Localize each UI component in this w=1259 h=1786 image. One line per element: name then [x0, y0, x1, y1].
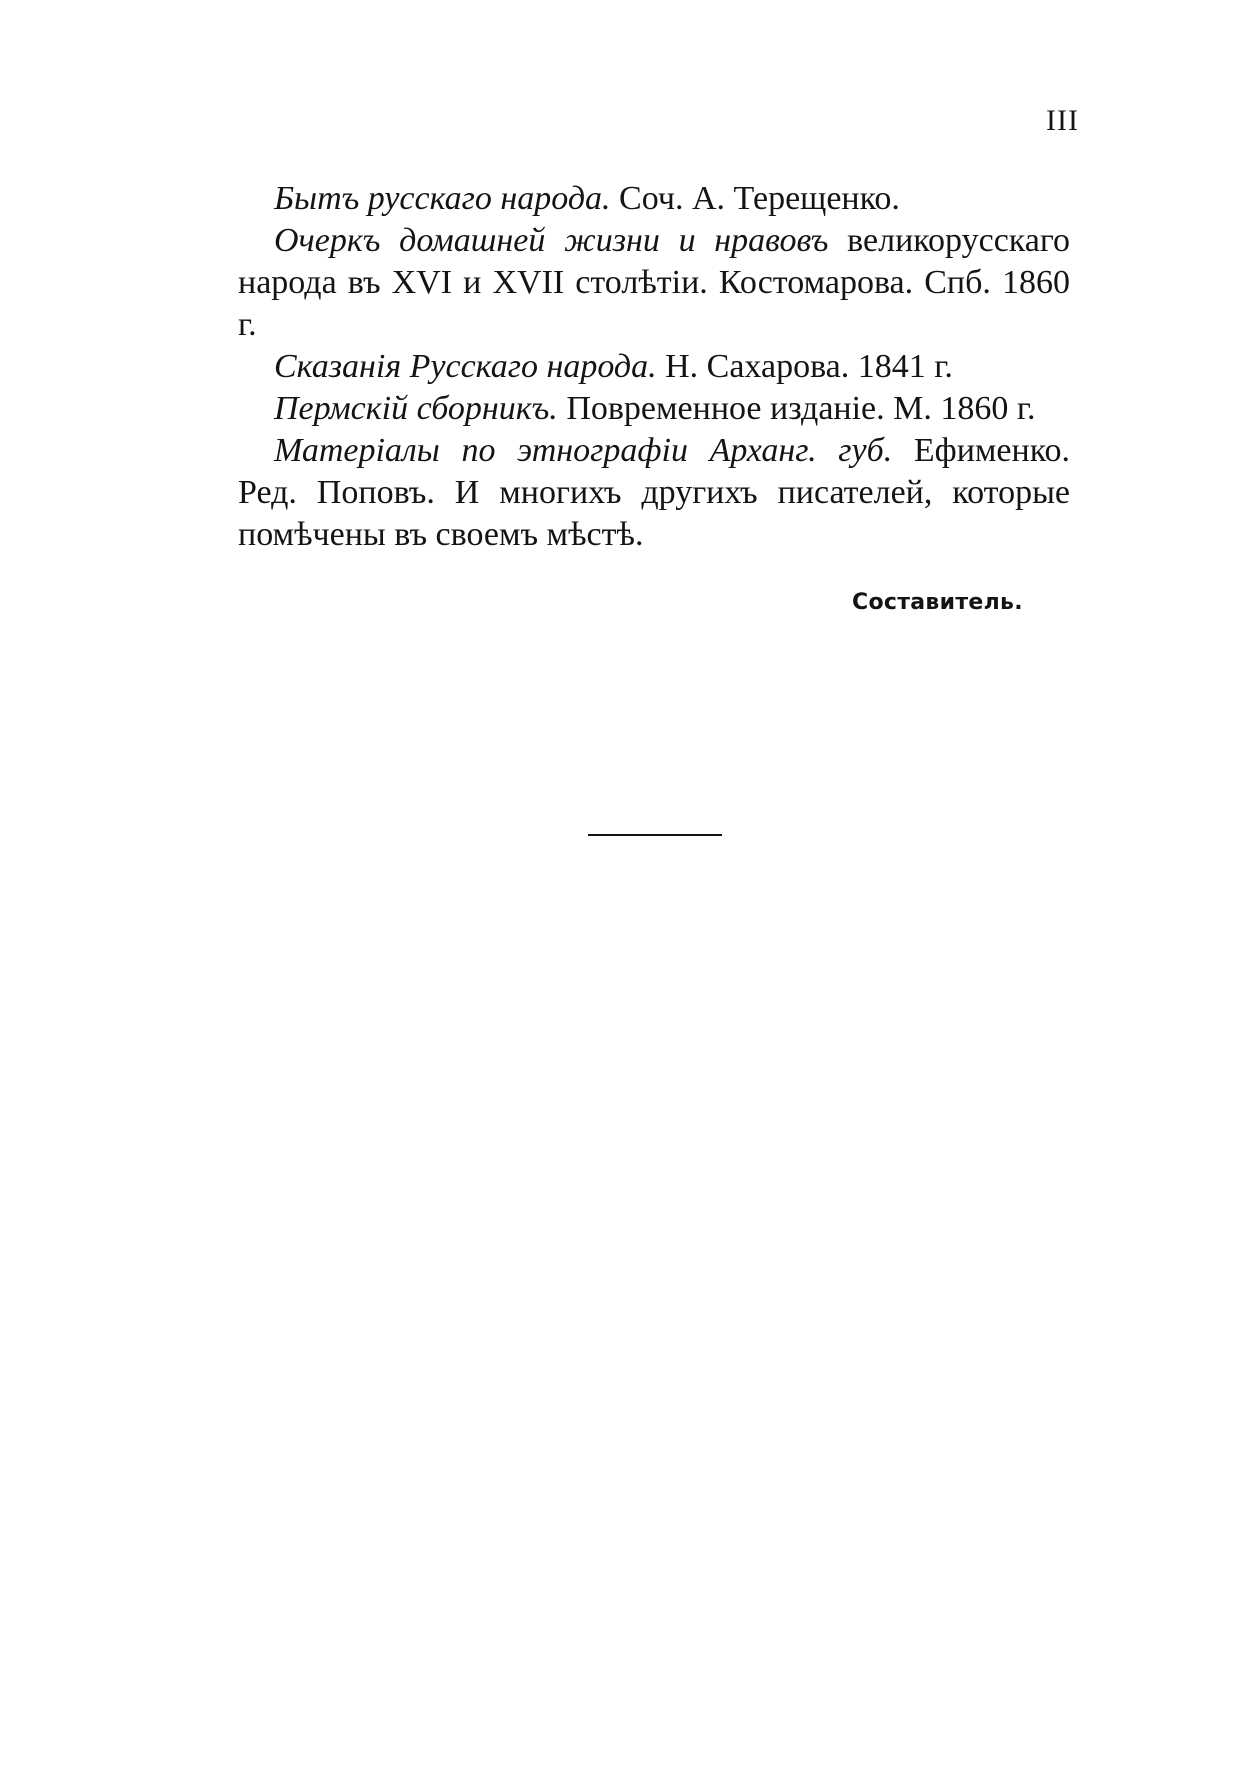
bibliography-list	[238, 178, 1070, 556]
page-number: III	[1046, 104, 1079, 137]
bibliography-entry	[238, 346, 1070, 388]
entry-title: Матеріалы по этнографіи Арханг. губ.	[274, 432, 893, 469]
entry-title: Бытъ русскаго народа.	[274, 180, 611, 217]
entry-title: Пермскій сборникъ.	[274, 390, 558, 427]
entry-details: Соч. А. Терещенко.	[610, 180, 900, 217]
section-end-rule	[588, 834, 722, 836]
entry-title: Сказанія Русскаго народа.	[274, 348, 657, 385]
bibliography-entry	[238, 388, 1070, 430]
bibliography-entry	[238, 430, 1070, 556]
entry-title: Очеркъ домашней жизни и нравовъ	[274, 222, 829, 259]
entry-details: Н. Сахарова. 1841 г.	[656, 348, 953, 385]
entry-details: Повременное изданіе. М. 1860 г.	[557, 390, 1036, 427]
bibliography-entry	[238, 220, 1070, 346]
entry-details: Ефименко. Ред. Поповъ. И многихъ другихъ писателей, которые помѣчены въ своемъ мѣстѣ.	[238, 432, 1070, 553]
entry-details: великорусскаго народа въ XVI и XVII столѣтіи. Костомарова. Спб. 1860 г.	[238, 222, 1070, 343]
signature: Составитель.	[852, 590, 1023, 615]
bibliography-entry	[238, 178, 1070, 220]
